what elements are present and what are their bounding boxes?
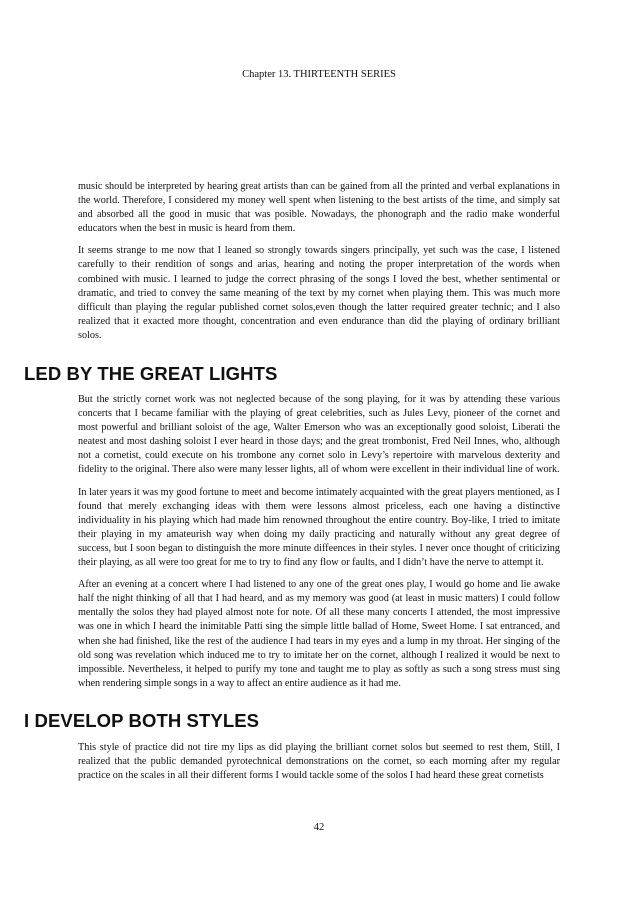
page-number: 42 — [313, 822, 325, 833]
paragraph: But the strictly cornet work was not neglected because of the song playing, for it was by attending these various concerts that I became familiar with the playing of great celebrities, such as Jules Levy, pioneer of the cornet and most powerful and brilliant soloist of the age, Walter Emerson who was an exceptionally good soloist, Liberati the neatest and most dashing soloist I ever heard in those days; and the great trombonist, Fred Neil Innes, who, although not a cornetist, could execute on his trombone any cornet solo in Levy’s repertoire with marvelous dexterity and fidelity to the original. There also were many lesser lights, all of whom were excellent in their individual line of work. — [78, 394, 560, 476]
paragraph: After an evening at a concert where I had listened to any one of the great ones play, I would go home and lie awake half the night thinking of all that I had heard, and as my memory was good (at least in music matters) I could follow mentally the solos they had played almost note for note. Of all these many concerts I attended, the most impressive was one in which I heard the inimitable Patti sing the simple little ballad of Home, Sweet Home. I sat entranced, and when she had finished, like the rest of the audience I had tears in my eyes and a lump in my throat. Her singing of the old song was revelation which induced me to try to imitate her on the cornet, although I realized it would be next to impossible. Nevertheless, it helped to purify my tone and taught me to play as softly as such a song stress must sing when rendering simple songs in a way to affect an entire audience as it had me. — [78, 579, 560, 689]
section-text-block — [78, 393, 560, 699]
paragraph: This style of practice did not tire my lips as did playing the brilliant cornet solos but seemed to rest them, Still, I realized that the public demanded pyrotechnical demonstrations on the cornet, so each morning after my regular practice on the scales in all their different forms I would tackle some of the solos I had heard these great cornetists — [78, 742, 560, 782]
running-head: Chapter 13. THIRTEENTH SERIES — [242, 69, 396, 80]
paragraph: music should be interpreted by hearing great artists than can be gained from all the printed and verbal explanations in the world. Therefore, I considered my money well spent when listening to the best artists of the time, and simply sat and absorbed all the good in music that was posible. Nowadays, the phonograph and the radio make wonderful educators when the best in music is heard from them. — [78, 181, 560, 235]
intro-text-block — [78, 180, 560, 351]
section-heading: LED BY THE GREAT LIGHTS — [24, 363, 278, 384]
section-heading: I DEVELOP BOTH STYLES — [24, 710, 260, 731]
paragraph: In later years it was my good fortune to meet and become intimately acquainted with the great players mentioned, as I found that merely exchanging ideas with them were lessons almost priceless, each one having a distinctive individuality in his playing which had made him renowned throughout the entire country. Boy-like, I tried to imitate their playing in my amateurish way when doing my daily practicing and naturally without any great degree of success, but I soon began to distinguish the more minute diffeences in their styles. I never once thought of criticizing their playing, as all were too great for me to try to find any flow or faults, and I didn’t have the nerve to attempt it. — [78, 486, 560, 569]
paragraph: It seems strange to me now that I leaned so strongly towards singers principally, yet such was the case, I listened carefully to their rendition of songs and arias, hearing and noting the proper interpretation of the words when combined with music. I learned to judge the correct phrasing of the songs I loved the best, whether sentimental or dramatic, and tried to convey the same meaning of the text by my cornet when playing them. This was much more difficult than playing the regular published cornet solos,even though the latter required greater technic; and I also realized that it exacted more thought, concentration and even endurance than did the playing of ordinary brilliant solos. — [78, 245, 560, 341]
section-text-block — [78, 741, 560, 791]
